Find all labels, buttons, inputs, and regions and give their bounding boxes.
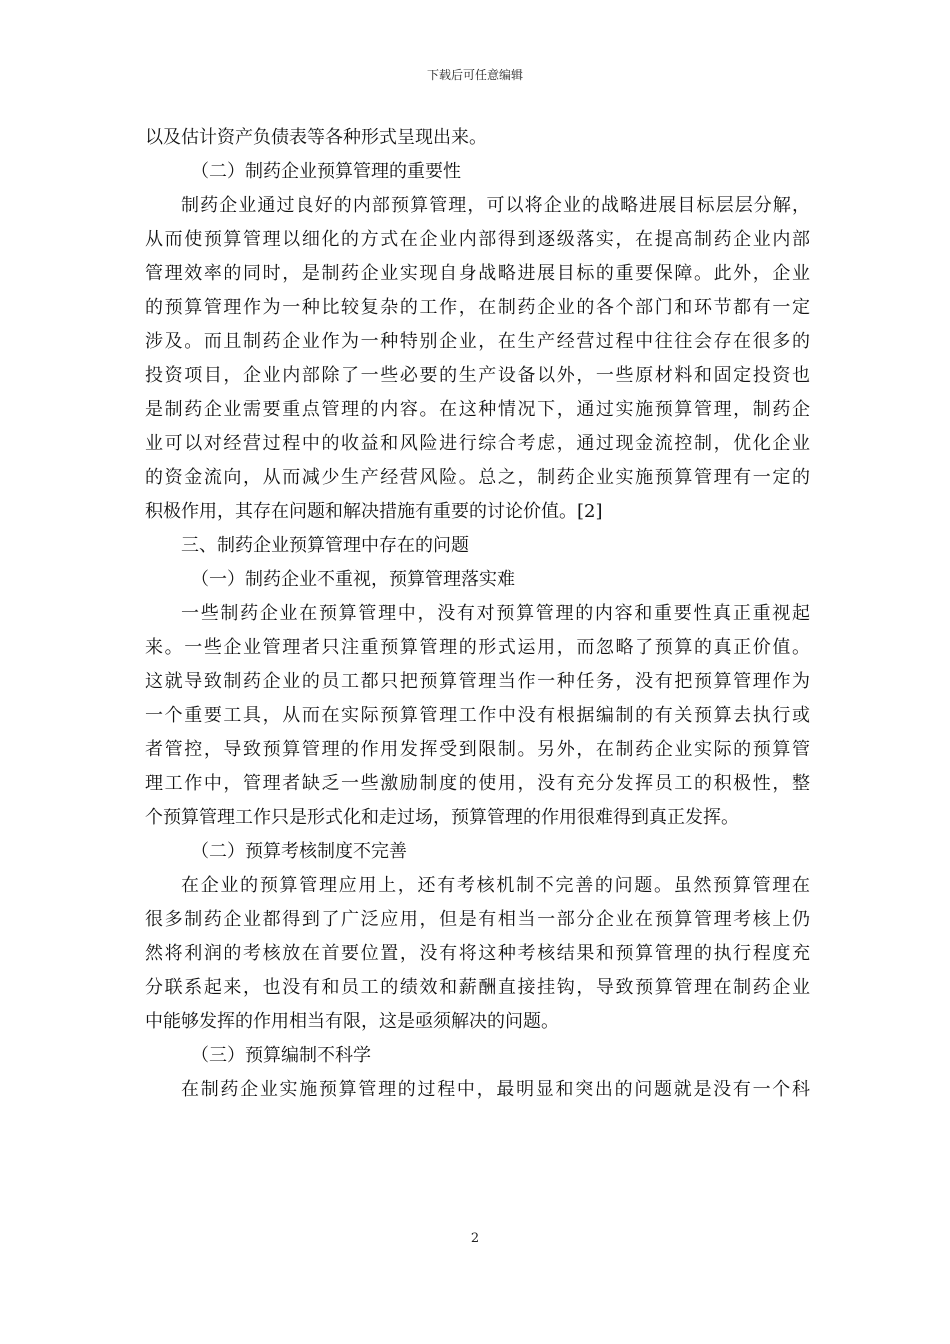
paragraph-line: 的资金流向，从而减少生产经营风险。总之，制药企业实施预算管理有一定的 — [145, 467, 810, 488]
document-body — [145, 121, 810, 1107]
paragraph-line: 在企业的预算管理应用上，还有考核机制不完善的问题。虽然预算管理在 — [181, 875, 810, 896]
page-header: 下载后可任意编辑 — [426, 68, 523, 82]
paragraph-line: 个预算管理工作只是形式化和走过场，预算管理的作用很难得到真正发挥。 — [145, 807, 739, 828]
paragraph-line: 者管控，导致预算管理的作用发挥受到限制。另外，在制药企业实际的预算管 — [145, 739, 810, 760]
paragraph-line: 中能够发挥的作用相当有限，这是亟须解决的问题。 — [145, 1011, 559, 1032]
section-heading: （二）制药企业预算管理的重要性 — [191, 161, 461, 182]
paragraph-line: 是制药企业需要重点管理的内容。在这种情况下，通过实施预算管理，制药企 — [145, 399, 810, 420]
paragraph-line: 分联系起来，也没有和员工的绩效和薪酬直接挂钩，导致预算管理在制药企业 — [145, 977, 810, 998]
paragraph-line: 制药企业通过良好的内部预算管理，可以将企业的战略进展目标层层分解， — [181, 195, 810, 216]
section-heading: （二）预算考核制度不完善 — [191, 841, 407, 862]
paragraph-line: 在制药企业实施预算管理的过程中，最明显和突出的问题就是没有一个科 — [181, 1079, 810, 1100]
paragraph-line: 理工作中，管理者缺乏一些激励制度的使用，没有充分发挥员工的积极性，整 — [145, 773, 810, 794]
paragraph-line: 业可以对经营过程中的收益和风险进行综合考虑，通过现金流控制，优化企业 — [145, 433, 810, 454]
page-number: 2 — [470, 1231, 480, 1246]
paragraph-line: 涉及。而且制药企业作为一种特别企业，在生产经营过程中往往会存在很多的 — [145, 331, 810, 352]
paragraph-line: 一个重要工具，从而在实际预算管理工作中没有根据编制的有关预算去执行或 — [145, 705, 810, 726]
paragraph-line: 管理效率的同时，是制药企业实现自身战略进展目标的重要保障。此外，企业 — [145, 263, 810, 284]
paragraph-line: 很多制药企业都得到了广泛应用，但是有相当一部分企业在预算管理考核上仍 — [145, 909, 810, 930]
section-heading: （一）制药企业不重视，预算管理落实难 — [191, 569, 515, 590]
paragraph-line: 一些制药企业在预算管理中，没有对预算管理的内容和重要性真正重视起 — [181, 603, 810, 624]
paragraph-line: 的预算管理作为一种比较复杂的工作，在制药企业的各个部门和环节都有一定 — [145, 297, 810, 318]
paragraph-line: 然将利润的考核放在首要位置，没有将这种考核结果和预算管理的执行程度充 — [145, 943, 810, 964]
chapter-heading: 三、制药企业预算管理中存在的问题 — [181, 535, 469, 556]
section-heading: （三）预算编制不科学 — [191, 1045, 371, 1066]
paragraph-line: 投资项目，企业内部除了一些必要的生产设备以外，一些原材料和固定投资也 — [145, 365, 810, 386]
paragraph-line: 以及估计资产负债表等各种形式呈现出来。 — [145, 127, 487, 148]
paragraph-line: 从而使预算管理以细化的方式在企业内部得到逐级落实，在提高制药企业内部 — [145, 229, 810, 250]
paragraph-line: 积极作用，其存在问题和解决措施有重要的讨论价值。[2] — [145, 501, 603, 522]
paragraph-line: 来。一些企业管理者只注重预算管理的形式运用，而忽略了预算的真正价值。 — [145, 637, 810, 658]
paragraph-line: 这就导致制药企业的员工都只把预算管理当作一种任务，没有把预算管理作为 — [145, 671, 810, 692]
